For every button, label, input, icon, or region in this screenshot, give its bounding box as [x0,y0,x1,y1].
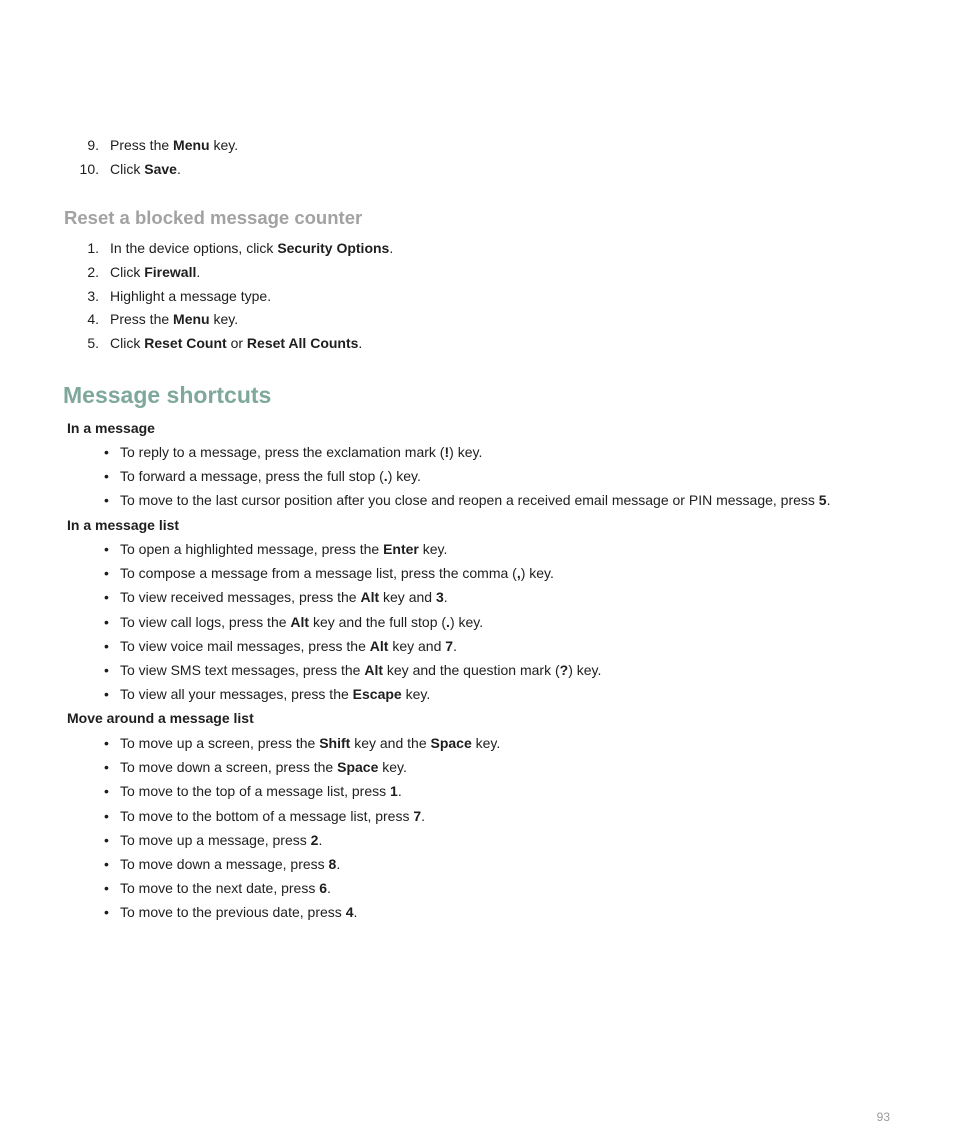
page-number: 93 [876,1110,890,1124]
bullet: • [104,759,109,776]
key-name: Reset Count [144,335,227,352]
step-number: 10. [79,160,99,177]
item-text: To view call logs, press the Alt key and the full stop (.) key. [120,613,484,630]
item-text: To move to the next date, press 6. [120,880,331,897]
key-name: Space [430,735,472,751]
bullet: • [104,613,109,630]
item-text: To move to the previous date, press 4. [120,904,358,921]
bullet: • [104,783,109,800]
key-name: 5 [818,492,827,509]
bullet: • [104,735,109,751]
item-text: To reply to a message, press the exclamation mark (!) key. [120,444,483,460]
key-name: , [516,565,521,582]
key-name: 8 [328,855,337,872]
step-number: 9. [87,137,99,153]
step-text: Press the Menu key. [110,311,239,328]
item-text: To view received messages, press the Alt key and 3. [120,589,448,606]
item-text: To open a highlighted message, press the Enter key. [120,541,448,557]
step-text: Click Save. [110,160,181,177]
key-name: Alt [364,661,383,678]
bullet: • [104,880,109,897]
key-name: Alt [360,589,380,606]
item-text: To view voice mail messages, press the Alt key and 7. [120,637,457,654]
step-text: In the device options, click Security Options. [110,240,394,256]
key-name: Save [144,160,177,177]
step-text: Press the Menu key. [110,137,239,153]
step-number: 2. [87,263,99,280]
group-title-move-around: Move around a message list [67,710,254,726]
bullet: • [104,468,109,485]
key-name: . [383,468,388,485]
key-name: 2 [310,831,319,848]
step-number: 3. [87,287,99,304]
item-text: To compose a message from a message list, press the comma (,) key. [120,565,554,582]
key-name: ? [559,661,569,678]
key-name: Escape [352,686,402,703]
key-name: Reset All Counts [246,335,359,352]
item-text: To move to the top of a message list, press 1. [120,783,402,800]
item-text: To move to the last cursor position after you close and reopen a received email message or PIN message, press 5. [120,492,831,509]
bullet: • [104,492,109,509]
bullet: • [104,637,109,654]
key-name: Alt [369,637,389,654]
bullet: • [104,807,109,824]
key-name: ! [444,444,450,460]
key-name: 6 [319,880,328,897]
item-text: To move up a message, press 2. [120,831,323,848]
group-title-in-a-message: In a message [67,420,155,436]
message-shortcuts-heading: Message shortcuts [63,382,272,408]
item-text: To move down a screen, press the Space key. [120,759,407,776]
item-text: To move down a message, press 8. [120,855,341,872]
step-text: Click Firewall. [110,263,201,280]
bullet: • [104,661,109,678]
bullet: • [104,541,109,557]
step-number: 4. [87,311,99,328]
key-name: Space [337,759,379,776]
key-name: Menu [173,311,210,328]
bullet: • [104,686,109,703]
key-name: Enter [383,541,419,557]
item-text: To move to the bottom of a message list, press 7. [120,807,426,824]
group-title-in-a-message-list: In a message list [67,517,180,533]
bullet: • [104,831,109,848]
key-name: 7 [413,807,422,824]
key-name: 1 [390,783,398,800]
bullet: • [104,855,109,872]
step-number: 1. [87,240,99,256]
key-name: 4 [345,904,354,921]
item-text: To move up a screen, press the Shift key and the Space key. [120,735,501,751]
key-name: 3 [435,589,444,606]
reset-counter-heading: Reset a blocked message counter [64,207,363,228]
key-name: 7 [445,637,454,654]
bullet: • [104,904,109,921]
step-number: 5. [87,335,99,352]
key-name: Shift [319,735,351,751]
key-name: Alt [290,613,310,630]
bullet: • [104,565,109,582]
key-name: Security Options [277,240,390,256]
key-name: Firewall [144,263,197,280]
item-text: To view all your messages, press the Escape key. [120,686,431,703]
bullet: • [104,444,109,460]
item-text: To forward a message, press the full stop (.) key. [120,468,421,485]
step-text: Highlight a message type. [110,287,272,304]
step-text: Click Reset Count or Reset All Counts. [110,335,363,352]
item-text: To view SMS text messages, press the Alt key and the question mark (?) key. [120,661,602,678]
key-name: . [446,613,450,630]
bullet: • [104,589,109,606]
key-name: Menu [173,137,210,153]
